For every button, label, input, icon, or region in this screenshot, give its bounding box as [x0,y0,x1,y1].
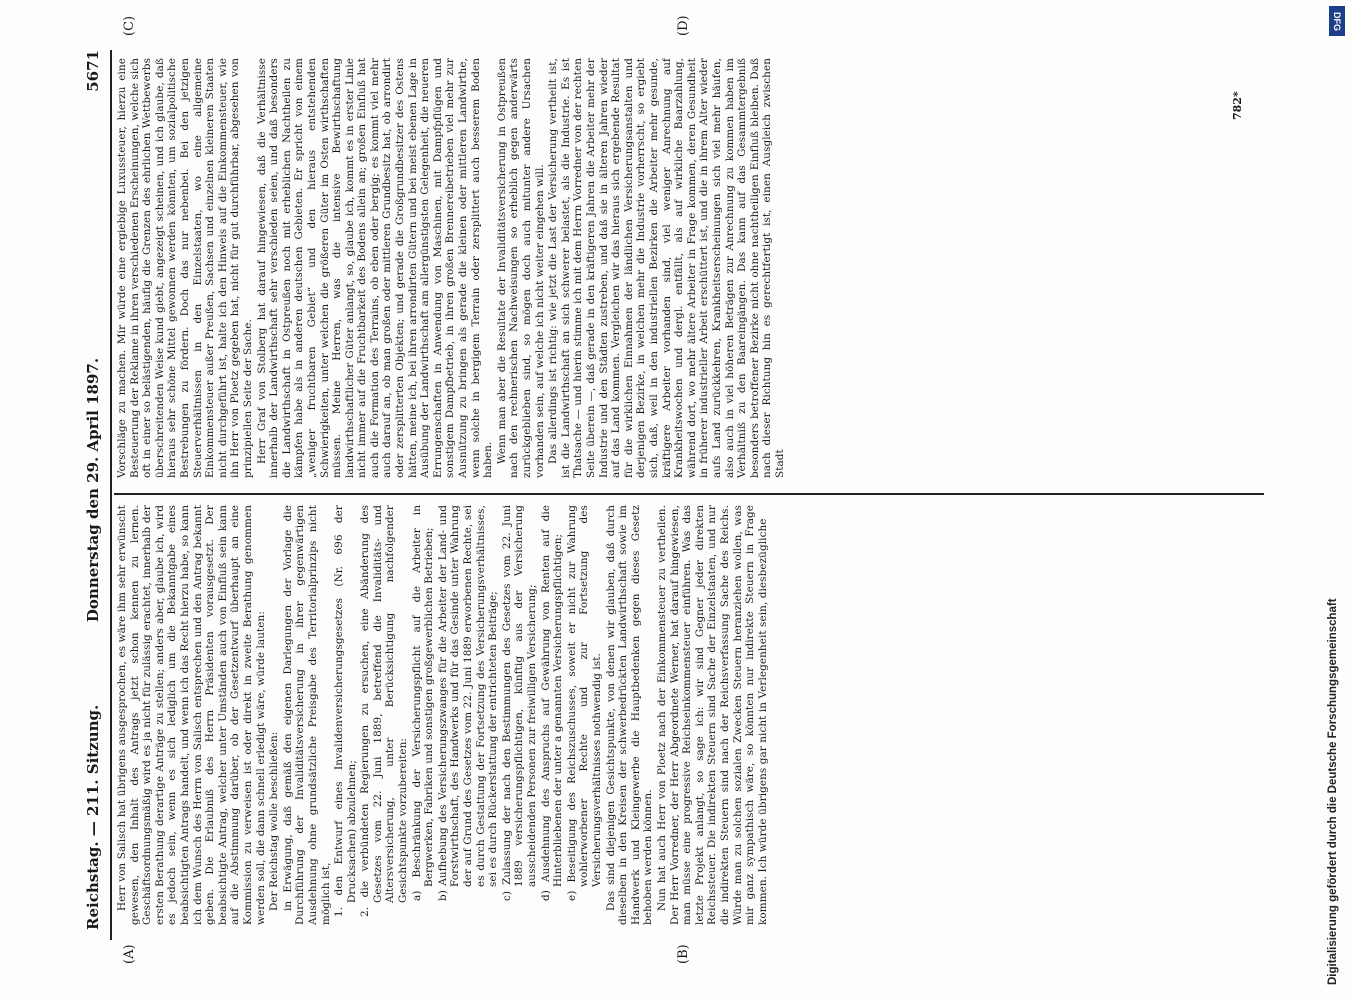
paragraph: Vorschläge zu machen. Mir würde eine ergiebige Luxussteuer, hierzu eine Besteuerung der Reklame in ihren verschiedenen Erscheinungen, welche sich oft in einer so belästigenden, häufig die Grenzen des ehrlichen Wettbewerbs überschreitenden Weise kund giebt, angezeigt scheinen, und ich glaube, daß hieraus sehr schöne Mittel gewonnen werden könnten, um sozialpolitische Bestrebungen zu fördern. Doch das nur nebenbei. Bei den jetzigen Steuerverhältnissen in den Einzelstaaten, wo eine allgemeine Einkommensteuer außer Preußen, Sachsen und einzelnen kleineren Staaten nicht durchgeführt ist, halte ich den Hinweis auf die Einkommensteuer, wie ihn Herr von Ploetz gegeben hat, nicht für gut durchführbar, abgesehen von prinzipiellen Seite der Sache. [116,58,254,478]
paragraph: Der Reichstag wolle beschließen: [268,731,281,911]
paragraph: in Erwägung, daß gemäß den eigenen Darlegungen der Vorlage die Durchführung der Invaliditätsversicherung in ihrer gegenwärtigen Ausdehnung ohne grundsätzliche Preisgabe des Territorialprinzips nicht möglich ist, [281,505,332,925]
margin-mark-a: (A) [122,944,137,964]
paragraph: Nun hat auch Herr von Ploetz nach der Einkommensteuer zu vertheilen. Der Herr Vorredner, der Herr Abgeordnete Werner, hat darauf hingewiesen, man müsse eine progressive Reichseinkommensteuer einführen. Was das letzte Projekt anlangt, so sage ich: wir sind Gegner jeder direkten Reichssteuer. Die indirekten Steuern sind Sache der Einzelstaaten, und nur die indirekten Steuern sind nach der Reichsverfassung Sache des Reichs. Würde man zu solchen sozialen Zwecken Steuern heranziehen wollen, was mir ganz sympathisch wäre, so könnten nur indirekte Steuern in Frage kommen. Ich würde übrigens gar nicht in Verlegenheit sein, diesbezügliche [655,505,769,925]
list-item: b) Aufhebung des Versicherungszwanges für die Arbeiter der Land- und Forstwirthschaft, des Handwerks und für das Gesinde unter Wahrung der auf Grund des Gesetzes vom 22. Juni 1889 erworbenen Rechte, sei es durch Gestattung der Fortsetzung des Versicherungsverhältnisses, sei es durch Rückerstattung der entrichteten Beiträge; [436,505,500,901]
page-number: 5671 [84,50,102,92]
header-rule [110,50,112,940]
header-left: Reichstag. — 211. Sitzung. [84,704,102,930]
signature-mark: 782* [1231,91,1244,120]
list-item: 2. die verbündeten Regierungen zu ersuchen, eine Abänderung des Gesetzes vom 22. Juni 1889, betreffend die Invaliditäts- und Altersversicherung, unter Berücksichtigung nachfolgender Gesichtspunkte vorzubereiten: [359,505,410,917]
list-item: 1. den Entwurf eines Invalidenversicherungsgesetzes (Nr. 696 der Drucksachen) abzulehnen; [333,505,358,917]
left-column [116,505,1261,925]
header-date: Donnerstag den 29. April 1897. [84,357,102,623]
list-item: c) Zulassung der nach den Bestimmungen des Gesetzes vom 22. Juni 1889 versicherungspflichtigen, künftig aus der Versicherung ausscheidenden Personen zur freiwilligen Versicherung; [500,505,538,901]
digitization-credit: Digitalisierung gefördert durch die Deutsche Forschungsgemeinschaft [1327,598,1339,985]
margin-mark-d: (D) [676,15,691,36]
list-item: a) Beschränkung der Versicherungspflicht auf die Arbeiter in Bergwerken, Fabriken und sonstigen großgewerblichen Betrieben; [410,505,436,901]
paragraph: Das sind diejenigen Gesichtspunkte, von denen wir glauben, daß durch dieselben in den Kreisen der schwerbedrückten Landwirthschaft sowie im Handwerk und Kleingewerbe die Hauptbedenken gegen dieses Gesetz behoben werden können. [604,505,655,925]
page-header [84,50,110,930]
list-item: d) Ausdehnung des Anspruchs auf Gewährung von Renten auf die Hinterbliebenen der unter a genannten Versicherungspflichtigen; [539,505,565,901]
paragraph: Das allerdings ist richtig: wie jetzt die Last der Versicherung vertheilt ist, ist die Landwirthschaft an sich schwerer belastet, als die Industrie. Es ist Thatsache — und hierin stimme ich mit dem Herrn Vorredner von der rechten Seite überein —, daß gerade in den kräftigeren Jahren die Arbeiter mehr der Industrie und den Städten zustreben, und daß sie in älteren Jahren wieder auf das Land kommen. Vergleichen wir das hieraus sich ergebende Resultat für die wirklichen Einnahmen der ländlichen Versicherungsanstalten und derjenigen Bezirke, in welchen mehr die Industrie vorherrscht, so ergiebt sich, daß, weil in den industriellen Bezirken die Arbeiter mehr gesunde, kräftigere Arbeiter vorhanden sind, viel weniger Anrechnung auf Krankheitswochen und dergl. entfällt, als auf wirkliche Baarzahlung, während dort, wo mehr ältere Arbeiter in Frage kommen, deren Gesundheit in früherer industrieller Arbeit erschüttert ist, und die in ihrem Alter wieder aufs Land zurückkehren, Krankheitserscheinungen sich viel mehr häufen, also auch in viel höheren Beträgen zur Anrechnung zu kommen haben im Verhältniß zu den Baareingängen. Das kann auf das Gesammtergebniß besonders betroffener Bezirke nicht ohne nachtheiligen Einfluß bleiben. Daß nach dieser Richtung hin es gerechtfertigt ist, einen Ausgleich zwischen Stadt [547,58,786,478]
margin-mark-b: (B) [676,944,691,964]
paragraph: Herr von Salisch hat übrigens ausgesprochen, es wäre ihm sehr erwünscht gewesen, den Inhalt des Antrags jetzt schon kennen zu lernen. Geschäftsordnungsmäßig wird es ja nicht für zulässig erachtet, innerhalb der ersten Berathung derartige Anträge zu stellen; anders aber, glaube ich, wird es jedoch sein, wenn es sich lediglich um die Bekanntgabe eines beabsichtigten Antrags handelt, und wenn ich das Recht hierzu habe, so kann ich dem Wunsch des Herrn von Salisch entsprechen und den Antrag bekannt geben. Die Erlaubniß des Herrn Präsidenten vorausgesetzt. Der beabsichtigte Antrag, welcher unter Umständen auch von Einfluß sein kann auf die Abstimmung darüber, ob der Gesetzentwurf überhaupt an eine Kommission zu verweisen ist oder direkt in zweite Berathung genommen werden soll, die dann schnell erledigt wäre, würde lauten: [116,505,267,925]
column-divider [114,493,1264,495]
paragraph: Wenn man aber die Resultate der Invaliditätsversicherung in Ostpreußen nach den rechnerischen Nachweisungen so erheblich gegen anderwärts zurückgeblieben sind, so mögen doch auch mitunter andere Ursachen vorhanden sein, auf welche ich nicht weiter eingehen will. [495,58,546,478]
paragraph: Herr Graf von Stolberg hat darauf hingewiesen, daß die Verhältnisse innerhalb der Landwirthschaft sehr verschieden seien, und daß besonders die Landwirthschaft in Ostpreußen noch mit erheblichen Nachtheilen zu kämpfen habe als in anderen deutschen Gebieten. Er spricht von einem „weniger fruchtbaren Gebiet“ und den hieraus entstehenden Schwierigkeiten, unter welchen die größeren Güter im Osten wirthschaften müssen. Meine Herren, was die intensive Bewirthschaftung landwirthschaftlicher Güter anlangt, so, glaube ich, kommt es in erster Linie nicht immer auf die Fruchtbarkeit des Bodens allein an; großen Einfluß hat auch die Formation des Terrains, ob eben oder bergig; es kommt viel mehr auch darauf an, ob man großen oder mittleren Grundbesitz hat, ob arrondirt oder zersplitterten Objekten; und gerade die Großgrundbesitzer des Ostens hätten, meine ich, bei ihren arrondirten Gütern und bei meist ebenen Lage in Ausübung der Landwirthschaft am allergünstigsten Gelegenheit, die neueren Errungenschaften in Anwendung von Maschinen, mit Dampfpflügen und sonstigem Dampfbetrieb, in ihren großen Brennereibetrieben viel mehr zur Ausnützung zu bringen als gerade die kleinen oder mittleren Landwirthe, wenn solche in bergigem Terrain oder zersplittert auch besserem Boden haben. [255,58,495,478]
right-column [116,58,1261,478]
dfg-logo-icon: DFG [1329,6,1345,36]
margin-mark-c: (C) [122,15,137,36]
list-item: e) Beseitigung des Reichszuschusses, soweit er nicht zur Wahrung wohlerworbener Rechte und zur Fortsetzung des Versicherungsverhältnisses nothwendig ist. [565,505,603,901]
document-page [26,0,1326,1000]
